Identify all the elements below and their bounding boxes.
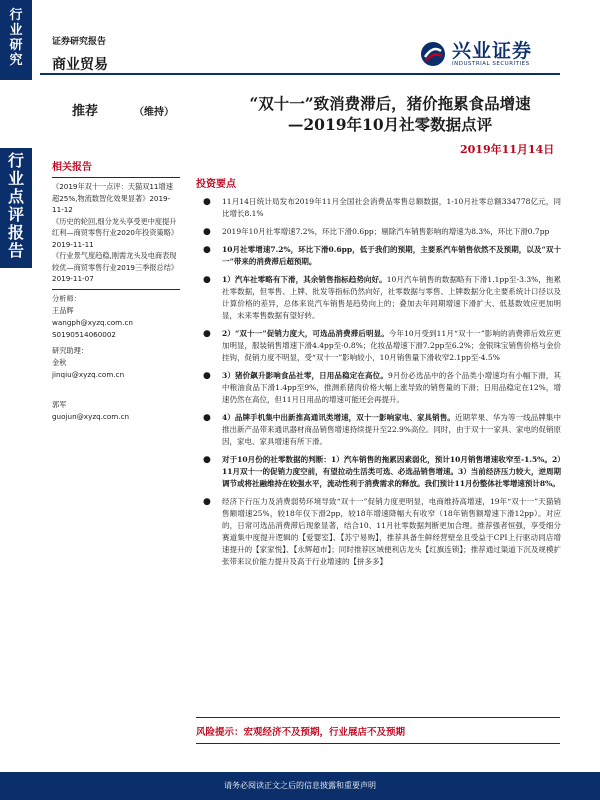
highlight-item: ● 1）汽车社零略有下滑，其余销售指标趋势向好。10月汽车销售的数据略有下滑1.1pp至-3.3%，拖累社零数据，但零售、上牌、批发等指标仍然向好，社零数据与零售、上牌数据分化主要系统计口径以及计算价格的差异，总体来说汽车销售是趋势向上的；叠加去年同期增速下滑扩大、低基数效应更加明显，未来零售数据有望好转。	[203, 275, 561, 320]
risk-warning: 风险提示：宏观经济不及预期，行业展店不及预期	[196, 727, 406, 738]
related-reports-list	[52, 181, 180, 285]
highlight-item: ● 4）品牌手机集中出新推高通讯类增速，双十一影响家电、家具销售。近期苹果、华为等一线品牌集中推出新产品带来通讯器材商品销售增速持续提升至22.9%高位。同时，由于双十一家具、家电的促销原因，家电、家具增速有所下滑。	[203, 413, 562, 446]
side-char: 业	[9, 23, 23, 38]
highlight-item: ● 2）“双十一”促销力度大，可选品消费滞后明显。今年10月受到11月“双十一”影响的消费滞后效应更加明显，服装销售增速下滑4.4pp至-0.8%；化妆品增速下滑7.2pp至6.2%；金银珠宝销售价格与金价挂钩，促销力度不明显，受“双十一”影响较小，10月销售量下滑收窄2.1pp至-4.5%	[203, 329, 561, 362]
analyst-name: 王品辉	[52, 305, 74, 315]
logo-mark-icon	[420, 41, 446, 67]
investment-highlights	[196, 175, 561, 574]
title-line-2: —2019年10月社零数据点评	[287, 115, 493, 134]
bullet-icon: ●	[203, 497, 211, 507]
related-report-item[interactable]: 《2019年双十一点评：天猫双11增速超25%,物流数智化效果显著》2019-11-12	[52, 182, 173, 214]
sidebar-divider	[52, 289, 180, 290]
side-char: 行	[9, 8, 23, 23]
industry-name: 商业贸易	[52, 57, 108, 73]
bullet-icon: ●	[203, 275, 211, 285]
analyst-info	[52, 293, 180, 423]
bullet-icon: ●	[203, 227, 211, 237]
related-report-item[interactable]: 《行业景气度趋稳,刚需龙头及电商表现较优—商贸零售行业2019三季报总结》2019-11-07	[52, 251, 179, 283]
highlight-item: ● 对于10月份的社零数据的判断：1）汽车销售的拖累因素弱化，预计10月销售增速收窄至-1.5%。2）11月双十一的促销力度空前，有望拉动生活类可选、必选品销售增速。3）当前经济压力较大，逆周期调节或将社融维持在较强水平，流动性利于消费需求的释放。我们预计11月份整体社零增速预计8%。	[203, 455, 561, 488]
bullet-icon: ●	[203, 329, 211, 339]
logo-name-en: INDUSTRIAL SECURITIES	[452, 61, 530, 67]
side-label-report-type	[0, 148, 32, 268]
highlight-item: ● 11月14日统计局发布2019年11月全国社会消费品零售总额数据，1-10月社零总额334778亿元，同比增长8.1%	[203, 197, 561, 218]
highlight-item: ● 经济下行压力及消费弱势环境导致“双十一”促销力度更明显，电商维持高增速，19年“双十一”天猫销售额增速25%，较18年仅下滑2pp，较18年增速降幅大有收窄（18年销售额增速下滑12pp）。对应的，日常可选品消费滞后现象显著，结合10、11月社零数据判断更加合理。推荐强者恒强，享受细分赛道集中度提升逻辑的【爱婴室】、【苏宁易购】，推荐具备生鲜经营壁垒且受益于CPI上行驱动同店增速提升的【家家悦】、【永辉超市】；同时推荐区域便利店龙头【红旗连锁】；推荐通过渠道下沉及规模扩张带来议价能力提升及高于行业增速的【拼多多】	[203, 497, 561, 566]
assistant-name: 金秋	[52, 357, 67, 367]
sidebar	[52, 156, 180, 423]
assistant-name: 郭军	[52, 399, 67, 409]
rating-note: （维持）	[134, 107, 174, 118]
sidebar-divider	[52, 177, 180, 178]
risk-divider-bottom	[196, 743, 560, 744]
assistant-email[interactable]: guojun@xyzq.com.cn	[52, 411, 130, 421]
highlight-item: ● 10月社零增速7.2%，环比下滑0.6pp，低于我们的预期，主要系汽车销售依然不及预期，以及“双十一”带来的消费滞后超预期。	[203, 245, 561, 266]
side-label-industry-research	[0, 0, 32, 80]
bullet-icon: ●	[203, 413, 211, 423]
logo-name: 兴业证券	[452, 40, 533, 62]
bullet-icon: ●	[203, 455, 211, 465]
analyst-cert: S0190514060002	[52, 329, 117, 339]
related-report-item[interactable]: 《历史的轮回,细分龙头享受更中度提升红利—商贸零售行业2020年投资策略》2019-11-11	[52, 216, 179, 249]
side-char: 行	[7, 151, 24, 170]
bullet-icon: ●	[203, 197, 211, 207]
header-divider	[40, 73, 560, 75]
risk-divider-top	[196, 717, 560, 718]
side-char: 评	[7, 205, 24, 224]
report-type: 证券研究报告	[52, 37, 107, 47]
report-date: 2019年11月14日	[460, 143, 555, 156]
assistant-label: 研究助理：	[52, 345, 88, 355]
related-reports-title: 相关报告	[52, 162, 92, 173]
bullet-icon: ●	[203, 371, 211, 381]
side-char: 业	[7, 169, 24, 188]
side-char: 报	[7, 223, 24, 242]
analyst-label: 分析师：	[52, 293, 81, 303]
report-title	[210, 93, 570, 135]
disclaimer-footer: 请务必阅读正文之后的信息披露和重要声明	[0, 772, 600, 800]
assistant-email[interactable]: jinqiu@xyzq.com.cn	[52, 369, 125, 379]
bullet-icon: ●	[203, 245, 211, 255]
side-char: 告	[7, 241, 24, 260]
side-char: 究	[9, 53, 23, 68]
side-char: 点	[7, 187, 24, 206]
highlight-item: ● 2019年10月社零增速7.2%，环比下滑0.6pp；剔除汽车销售影响的增速为8.3%，环比下滑0.7pp	[203, 227, 550, 237]
analyst-email[interactable]: wangph@xyzq.com.cn	[52, 317, 133, 327]
rating: 推荐	[72, 104, 99, 119]
title-line-1: “双十一”致消费滞后，猪价拖累食品增速	[249, 94, 531, 113]
highlight-item: ● 3）猪价飙升影响食品社零，日用品稳定在高位。9月份必选品中的各个品类小增速均有小幅下滑，其中粮油食品下滑1.4pp至9%，推测系猪肉价格大幅上涨导致的销售量的下滑；日用品稳定在12%，增速仍然在高位，但11月日用品的增速可能还会再提升。	[203, 371, 561, 404]
side-char: 研	[9, 38, 23, 53]
section-title: 投资要点	[196, 179, 236, 190]
company-logo	[420, 38, 560, 70]
